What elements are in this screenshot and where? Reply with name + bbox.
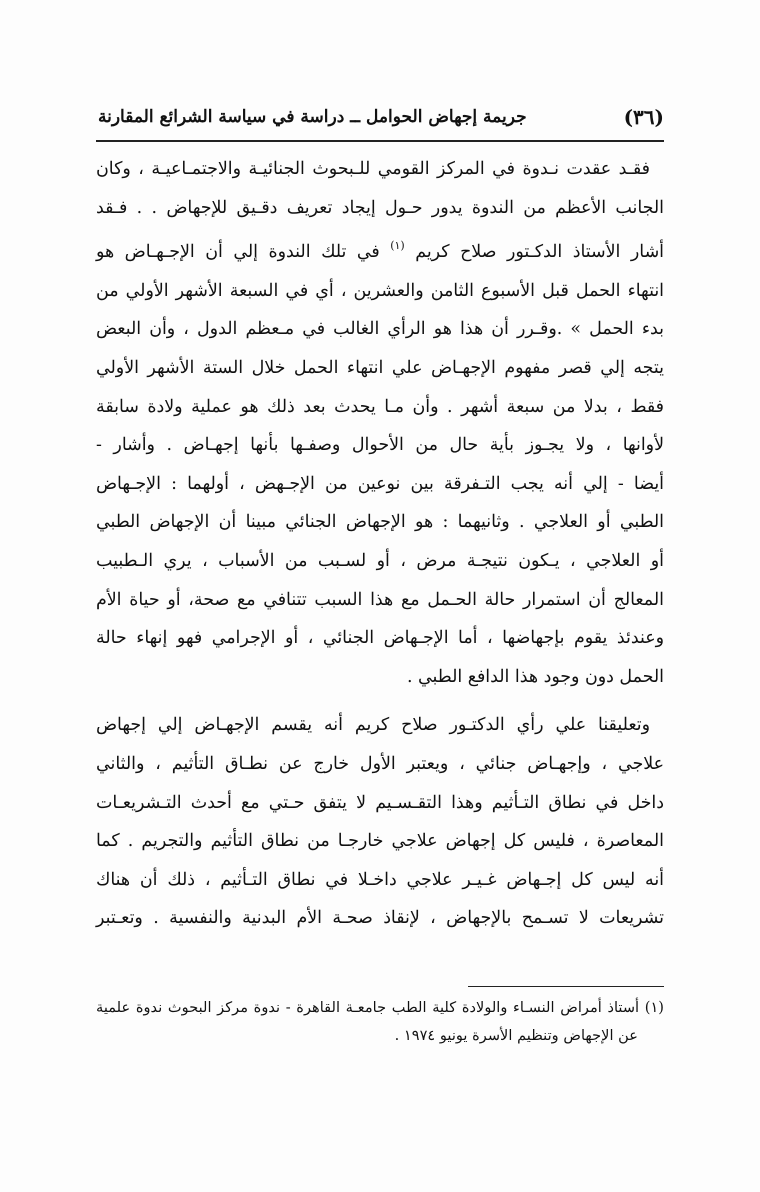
- text-line: وتعليقنا علي رأي الدكتـور صلاح كريم أنه يقسم الإجهـاض إلي إجهاض: [96, 715, 650, 736]
- text-line: أنه ليس كل إجـهاض غـيـر علاجي داخـلا في نطاق التـأثيم ، ذلك أن هناك: [96, 869, 664, 890]
- page-number: (٣٦): [623, 105, 664, 129]
- body-text: [96, 150, 664, 938]
- text-line: وعندئذ يقوم بإجهاضها ، أما الإجـهاض الجنائي ، أو الإجرامي فهو إنهاء حالة: [96, 628, 664, 649]
- text-line: المعاصرة ، فليس كل إجهاض علاجي خارجـا من نطاق التأثيم والتجريم . كما: [96, 831, 664, 852]
- footnote-reference: (١): [390, 239, 405, 253]
- text-line: علاجي ، وإجهـاض جنائي ، ويعتبر الأول خارج عن نطـاق التأثيم ، والثاني: [96, 753, 664, 774]
- text-line: انتهاء الحمل قبل الأسبوع الثامن والعشرين ، أي في السبعة الأشهر الأولي من: [96, 280, 664, 301]
- text-line-with-footnote: [96, 227, 664, 272]
- running-header: [98, 100, 664, 134]
- footnote-line: عن الإجهاض وتنظيم الأسرة يونيو ١٩٧٤ .: [394, 1027, 638, 1044]
- paragraph-2: [96, 706, 664, 938]
- text-line: يتجه إلي قصر مفهوم الإجهـاض علي انتهاء الحمل خلال الستة الأشهر الأولي: [96, 357, 664, 378]
- text-line: فقـد عقدت نـدوة في المركز القومي للـبحوث الجنائيـة والاجتمـاعيـة ، وكان: [96, 159, 650, 179]
- footnote-line: (١) أستاذ أمراض النسـاء والولادة كلية الطب جامعـة القاهرة - ندوة مركز البحوث ندوة علمية: [96, 999, 664, 1016]
- text-fragment: أشار الأستاذ الدكـتور صلاح كريم: [415, 242, 664, 263]
- text-line: فقط ، بدلا من سبعة أشهر . وأن مـا يحدث بعد ذلك هو عملية ولادة سابقة: [96, 396, 664, 417]
- paragraph-1: [96, 150, 664, 696]
- text-fragment: في تلك الندوة إلي أن الإجـهـاض هو: [96, 242, 380, 263]
- text-line: أيضا - إلي أنه يجب التـفرقة بين نوعين من الإجـهض ، أولهما : الإجـهاض: [96, 473, 664, 494]
- text-line: الطبي أو العلاجي . وثانيهما : هو الإجهاض الجنائي مبينا أن الإجهاض الطبي: [96, 512, 664, 533]
- text-line: لأوانها ، ولا يجـوز بأية حال من الأحوال وصفـها بأنها إجهـاض . وأشار -: [96, 435, 664, 456]
- running-title: جريمة إجهاض الحوامل ــ دراسة في سياسة الشرائع المقارنة: [98, 107, 527, 127]
- header-rule: [96, 140, 664, 142]
- text-line: المعالج أن استمرار حالة الحـمل مع هذا السبب تتنافي مع صحة، أو حياة الأم: [96, 589, 664, 610]
- text-line: داخل في نطاق التـأثيم وهذا التقـسـيم لا يتفق حـتي مع أحدث التـشريعـات: [96, 792, 664, 813]
- text-line: الجانب الأعظم من الندوة يدور حـول إيجاد تعريف دقـيق للإجهاض . . فـقد: [96, 197, 664, 218]
- text-line: تشريعات لا تسـمح بالإجهاض ، لإنقاذ صحـة الأم البدنية والنفسية . وتعـتبر: [96, 908, 664, 929]
- text-line: بدء الحمل » .وقـرر أن هذا هو الرأي الغالب في مـعظم الدول ، وأن البعض: [96, 319, 664, 340]
- text-line: الحمل دون وجود هذا الدافع الطبي .: [407, 666, 664, 687]
- footnotes: [96, 994, 664, 1050]
- footnote-separator: [468, 986, 664, 987]
- text-line: أو العلاجي ، يـكون نتيجـة مرض ، أو لسـبب من الأسباب ، يري الـطبيب: [96, 550, 664, 571]
